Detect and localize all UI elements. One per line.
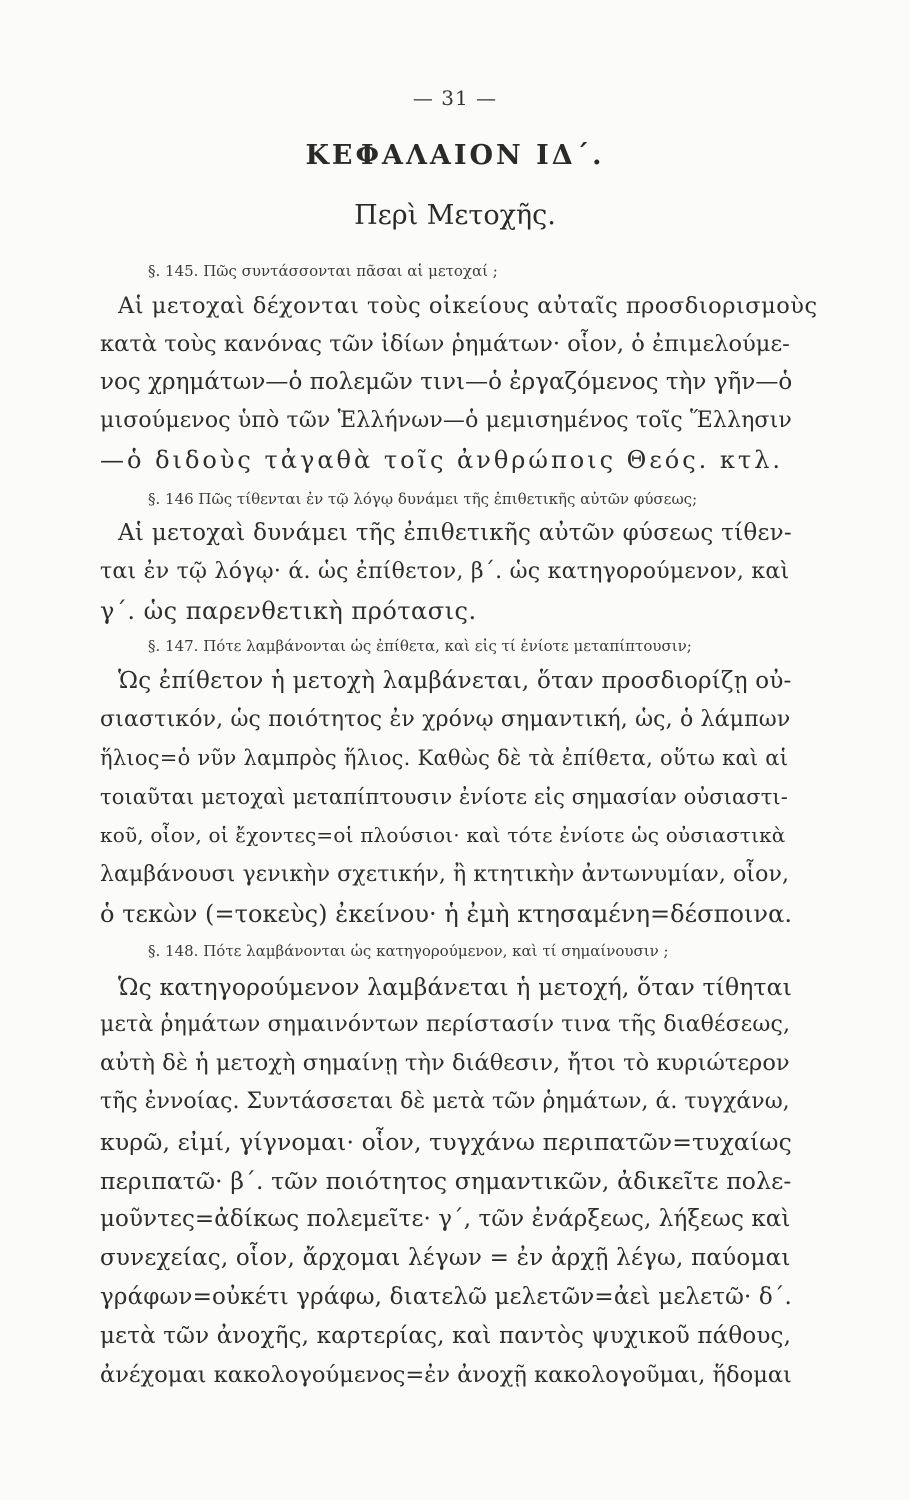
text-line: ὁ τεκὼν (=τοκεὺς) ἐκείνου· ἡ ἐμὴ κτησαμένη=δέσποινα. xyxy=(100,900,793,928)
text-line: ἀνέχομαι κακολογούμενος=ἐν ἀνοχῇ κακολογοῦμαι, ἥδομαι xyxy=(100,1362,792,1388)
text-line: Ὡς κατηγορούμενον λαμβάνεται ἡ μετοχή, ὅταν τίθηται xyxy=(118,973,793,1001)
section-question: §. 145. Πῶς συντάσσονται πᾶσαι αἱ μετοχαί ; xyxy=(148,262,498,280)
text-line: τοιαῦται μετοχαὶ μεταπίπτουσιν ἐνίοτε εἰς σημασίαν οὐσιαστι- xyxy=(100,785,788,809)
text-line: γράφων=οὐκέτι γράφω, διατελῶ μελετῶν=ἀεὶ μελετῶ· δ΄. xyxy=(100,1284,793,1310)
text-line: γ΄. ὡς παρενθετικὴ πρότασις. xyxy=(100,597,477,625)
text-line: αὐτὴ δὲ ἡ μετοχὴ σημαίνῃ τὴν διάθεσιν, ἤτοι τὸ κυριώτερον xyxy=(100,1050,790,1076)
text-line: σιαστικόν, ὡς ποιότητος ἐν χρόνῳ σημαντική, ὡς, ὁ λάμπων xyxy=(100,707,791,732)
text-line: κοῦ, οἷον, οἱ ἔχοντες=οἱ πλούσιοι· καὶ τότε ἐνίοτε ὡς οὐσιαστικὰ xyxy=(100,823,786,847)
text-line: συνεχείας, οἷον, ἄρχομαι λέγων = ἐν ἀρχῇ λέγω, παύομαι xyxy=(100,1245,791,1271)
section-question: §. 147. Πότε λαμβάνονται ὡς ἐπίθετα, καὶ εἰς τί ἐνίοτε μεταπίπτουσιν; xyxy=(148,637,692,655)
text-line: περιπατῶ· β΄. τῶν ποιότητος σημαντικῶν, ἀδικεῖτε πολε- xyxy=(100,1167,792,1195)
section-question: §. 148. Πότε λαμβάνονται ὡς κατηγορούμενον, καὶ τί σημαίνουσιν ; xyxy=(148,942,669,960)
chapter-title: ΚΕΦΑΛΑΙΟΝ ΙΔ΄. xyxy=(305,140,605,171)
chapter-subtitle: Περὶ Μετοχῆς. xyxy=(354,200,556,231)
text-line: μισούμενος ὑπὸ τῶν Ἑλλήνων—ὁ μεμισημένος τοῖς Ἕλλησιν xyxy=(100,408,792,433)
text-line: Ὡς ἐπίθετον ἡ μετοχὴ λαμβάνεται, ὅταν προσδιορίζῃ οὐ- xyxy=(118,668,792,694)
text-line: τῆς ἐννοίας. Συντάσσεται δὲ μετὰ τῶν ῥημάτων, ά. τυγχάνω, xyxy=(100,1089,790,1114)
page-number: — 31 — xyxy=(412,86,498,110)
text-line: μοῦντες=ἀδίκως πολεμεῖτε· γ΄, τῶν ἐνάρξεως, λήξεως καὶ xyxy=(100,1206,791,1232)
text-line: κυρῶ, εἰμί, γίγνομαι· οἷον, τυγχάνω περιπατῶν=τυχαίως xyxy=(100,1128,792,1156)
text-line: Αἱ μετοχαὶ δυνάμει τῆς ἐπιθετικῆς αὐτῶν φύσεως τίθεν- xyxy=(118,520,792,546)
text-line: νος χρημάτων—ὁ πολεμῶν τινι—ὁ ἐργαζόμενος τὴν γῆν—ὁ xyxy=(100,369,793,395)
text-line: ἥλιος=ὁ νῦν λαμπρὸς ἥλιος. Καθὼς δὲ τὰ ἐπίθετα, οὕτω καὶ αἱ xyxy=(100,746,789,770)
text-line: λαμβάνουσι γενικὴν σχετικήν, ἢ κτητικὴν ἀντωνυμίαν, οἷον, xyxy=(100,862,790,887)
text-line: κατὰ τοὺς κανόνας τῶν ἰδίων ῥημάτων· οἷον, ὁ ἐπιμελούμε- xyxy=(100,331,790,357)
text-line: Αἱ μετοχαὶ δέχονται τοὺς οἰκείους αὐταῖς προσδιορισμοὺς xyxy=(118,293,818,319)
text-line: μετὰ τῶν ἀνοχῆς, καρτερίας, καὶ παντὸς ψυχικοῦ πάθους, xyxy=(100,1323,792,1349)
text-line: μετὰ ῥημάτων σημαινόντων περίστασίν τινα τῆς διαθέσεως, xyxy=(100,1012,791,1037)
section-question: §. 146 Πῶς τίθενται ἐν τῷ λόγῳ δυνάμει τῆς ἐπιθετικῆς αὐτῶν φύσεως; xyxy=(148,490,698,508)
text-line: ται ἐν τῷ λόγῳ· ά. ὡς ἐπίθετον, β΄. ὡς κατηγορούμενον, καὶ xyxy=(100,559,790,584)
text-line: —ὁ διδοὺς τἀγαθὰ τοῖς ἀνθρώποις Θεός. κτλ. xyxy=(100,446,784,474)
